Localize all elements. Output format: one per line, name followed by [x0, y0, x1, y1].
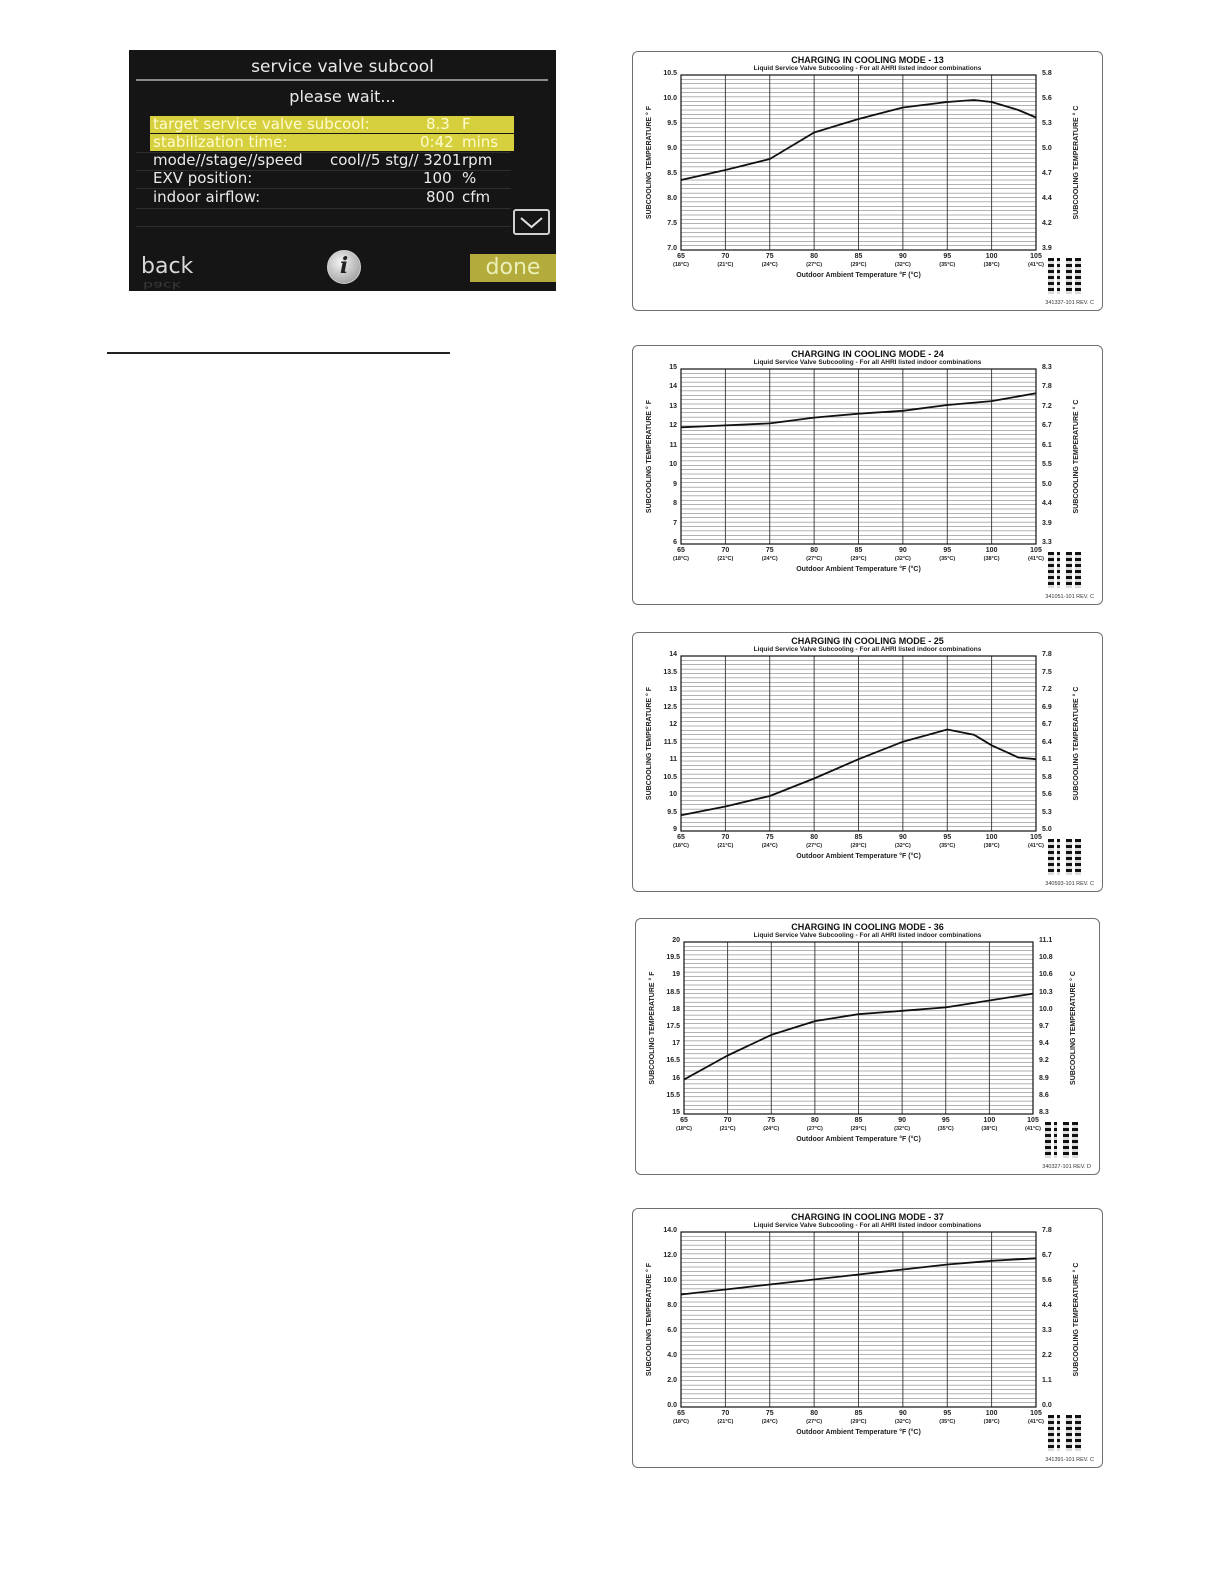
y-tick-label: 14.0 [663, 1227, 677, 1234]
chart-reference-number: 340327-101 REV. D [1042, 1164, 1091, 1170]
y-right-tick-label: 3.3 [1042, 1327, 1052, 1334]
y-tick-label: 19.5 [666, 954, 680, 962]
y-tick-label: 9.5 [667, 120, 677, 127]
chart-subtitle: Liquid Service Valve Subcooling - For all AHRI listed indoor combinations [753, 932, 982, 939]
y-right-tick-label: 8.9 [1039, 1074, 1049, 1082]
x-tick-celsius-label: (24°C) [763, 1126, 780, 1132]
row-divider [136, 226, 511, 227]
y-tick-label: 9 [673, 826, 677, 833]
y-right-tick-label: 8.3 [1039, 1109, 1049, 1116]
y-tick-label: 13.5 [663, 668, 677, 676]
y-right-tick-label: 5.8 [1042, 773, 1052, 781]
y-axis-label: SUBCOOLING TEMPERATURE ° F [646, 1262, 653, 1377]
x-tick-celsius-label: (35°C) [937, 1126, 954, 1132]
y-right-axis-label: SUBCOOLING TEMPERATURE ° C [1073, 1262, 1080, 1377]
x-tick-celsius-label: (24°C) [761, 556, 778, 562]
y-tick-label: 17 [672, 1040, 680, 1048]
y-tick-label: 0.0 [667, 1402, 677, 1409]
y-tick-label: 4.0 [667, 1352, 677, 1359]
y-tick-label: 10.0 [663, 1277, 677, 1284]
x-tick-celsius-label: (32°C) [894, 1419, 911, 1425]
y-tick-label: 10 [669, 791, 677, 798]
target-subcool-row [150, 116, 514, 133]
y-right-tick-label: 5.5 [1042, 461, 1052, 469]
x-tick-label: 75 [765, 834, 774, 841]
x-tick-label: 85 [854, 834, 863, 841]
y-right-tick-label: 6.1 [1042, 756, 1052, 763]
exv-position-row [150, 170, 514, 187]
y-tick-label: 10 [669, 461, 677, 469]
scroll-down-button[interactable] [513, 209, 550, 235]
y-right-tick-label: 5.0 [1042, 145, 1052, 152]
x-tick-label: 100 [983, 1117, 996, 1124]
y-tick-label: 8.0 [667, 195, 677, 202]
chart-subtitle: Liquid Service Valve Subcooling - For all AHRI listed indoor combinations [753, 646, 982, 653]
y-right-tick-label: 11.1 [1039, 937, 1053, 944]
x-tick-label: 95 [943, 834, 952, 841]
x-axis-label: Outdoor Ambient Temperature °F (°C) [796, 853, 921, 860]
x-tick-label: 65 [677, 547, 685, 554]
y-right-tick-label: 6.1 [1042, 441, 1052, 449]
x-tick-celsius-label: (21°C) [717, 262, 734, 268]
x-tick-celsius-label: (18°C) [673, 843, 689, 849]
row-divider [136, 208, 511, 209]
row-label: stabilization time: [153, 133, 288, 151]
x-tick-label: 100 [985, 253, 998, 260]
y-tick-label: 9.5 [667, 808, 677, 816]
y-axis-label: SUBCOOLING TEMPERATURE ° F [646, 399, 653, 514]
x-tick-celsius-label: (41°C) [1028, 262, 1044, 268]
x-tick-label: 65 [677, 1410, 685, 1417]
x-tick-label: 70 [721, 253, 730, 260]
y-right-tick-label: 5.8 [1042, 70, 1052, 77]
x-tick-label: 75 [765, 1410, 774, 1417]
chart-title: CHARGING IN COOLING MODE - 24 [791, 349, 944, 359]
screen-title: service valve subcool [251, 57, 434, 77]
x-tick-celsius-label: (27°C) [806, 262, 823, 268]
y-right-tick-label: 4.4 [1042, 1302, 1052, 1309]
stabilization-time-row [150, 134, 514, 151]
x-tick-celsius-label: (32°C) [894, 1126, 911, 1132]
y-tick-label: 18.5 [666, 988, 680, 996]
x-tick-celsius-label: (18°C) [673, 556, 689, 562]
qr-code-icon [1045, 1122, 1081, 1158]
x-tick-label: 100 [985, 834, 998, 841]
row-unit: % [462, 169, 477, 187]
y-right-tick-label: 5.0 [1042, 826, 1052, 833]
y-tick-label: 15.5 [666, 1091, 680, 1099]
row-unit: F [462, 115, 471, 133]
x-tick-celsius-label: (21°C) [717, 556, 734, 562]
x-tick-label: 80 [810, 834, 819, 841]
y-tick-label: 19 [672, 971, 680, 979]
y-axis-label: SUBCOOLING TEMPERATURE ° F [649, 971, 656, 1085]
x-tick-label: 85 [854, 1117, 863, 1124]
thermostat-screen [129, 50, 556, 291]
chart-mode-13 [632, 51, 1103, 311]
chart-mode-36 [635, 918, 1100, 1175]
y-tick-label: 8.5 [667, 170, 677, 177]
x-tick-label: 70 [723, 1117, 732, 1124]
y-right-tick-label: 5.6 [1042, 791, 1052, 798]
row-unit: cfm [462, 188, 491, 206]
y-right-tick-label: 6.7 [1042, 1252, 1052, 1259]
y-right-axis-label: SUBCOOLING TEMPERATURE ° C [1073, 399, 1080, 514]
x-tick-label: 65 [677, 834, 685, 841]
x-tick-label: 95 [941, 1117, 950, 1124]
x-tick-celsius-label: (38°C) [983, 556, 1000, 562]
y-tick-label: 11 [669, 756, 677, 763]
x-tick-celsius-label: (38°C) [981, 1126, 998, 1132]
x-tick-celsius-label: (27°C) [806, 1126, 823, 1132]
row-unit: mins [462, 133, 499, 151]
x-tick-label: 90 [898, 1117, 907, 1124]
y-tick-label: 10.0 [663, 95, 677, 102]
x-tick-celsius-label: (41°C) [1028, 556, 1044, 562]
x-tick-celsius-label: (35°C) [939, 262, 956, 268]
x-tick-celsius-label: (27°C) [806, 1419, 823, 1425]
x-tick-celsius-label: (21°C) [717, 843, 734, 849]
y-right-axis-label: SUBCOOLING TEMPERATURE ° C [1073, 105, 1080, 220]
x-tick-label: 105 [1027, 1117, 1039, 1124]
chart-reference-number: 341051-101 REV. C [1045, 594, 1094, 600]
y-right-tick-label: 8.3 [1042, 364, 1052, 371]
y-right-tick-label: 7.8 [1042, 1227, 1052, 1234]
x-tick-celsius-label: (21°C) [719, 1126, 736, 1132]
y-right-tick-label: 7.2 [1042, 402, 1052, 410]
y-right-axis-label: SUBCOOLING TEMPERATURE ° C [1073, 686, 1080, 801]
back-button[interactable]: back [141, 254, 194, 279]
section-divider [107, 352, 450, 354]
y-tick-label: 12.5 [663, 703, 677, 711]
x-tick-celsius-label: (38°C) [983, 1419, 1000, 1425]
x-tick-celsius-label: (32°C) [894, 556, 911, 562]
x-tick-label: 75 [767, 1117, 776, 1124]
y-tick-label: 6.0 [667, 1327, 677, 1334]
x-tick-label: 65 [680, 1117, 688, 1124]
x-tick-label: 75 [765, 547, 774, 554]
y-tick-label: 8.0 [667, 1302, 677, 1309]
x-tick-celsius-label: (35°C) [939, 1419, 956, 1425]
x-axis-label: Outdoor Ambient Temperature °F (°C) [796, 272, 921, 279]
y-right-tick-label: 10.3 [1039, 988, 1053, 996]
qr-code-icon [1048, 258, 1084, 294]
y-right-tick-label: 7.2 [1042, 686, 1052, 693]
y-right-tick-label: 5.6 [1042, 1277, 1052, 1284]
y-right-tick-label: 10.0 [1039, 1005, 1053, 1013]
y-right-tick-label: 4.2 [1042, 220, 1052, 227]
y-right-tick-label: 6.7 [1042, 422, 1052, 430]
x-tick-celsius-label: (21°C) [717, 1419, 734, 1425]
x-tick-celsius-label: (29°C) [850, 262, 867, 268]
x-tick-label: 90 [898, 253, 907, 260]
x-tick-celsius-label: (18°C) [676, 1126, 692, 1132]
x-tick-label: 100 [985, 547, 998, 554]
y-right-tick-label: 7.8 [1042, 651, 1052, 658]
x-tick-celsius-label: (18°C) [673, 1419, 689, 1425]
x-tick-label: 105 [1030, 834, 1042, 841]
x-tick-label: 95 [943, 253, 952, 260]
y-tick-label: 14 [669, 651, 677, 658]
y-axis-label: SUBCOOLING TEMPERATURE ° F [646, 686, 653, 801]
y-tick-label: 15 [672, 1109, 680, 1116]
chart-title: CHARGING IN COOLING MODE - 25 [791, 636, 944, 646]
x-tick-celsius-label: (38°C) [983, 843, 1000, 849]
qr-code-icon [1048, 839, 1084, 875]
y-tick-label: 12.0 [663, 1252, 677, 1259]
indoor-airflow-row [150, 189, 514, 206]
x-tick-celsius-label: (24°C) [761, 262, 778, 268]
x-tick-celsius-label: (32°C) [894, 262, 911, 268]
y-right-tick-label: 5.3 [1042, 120, 1052, 127]
y-right-tick-label: 6.4 [1042, 738, 1052, 746]
y-right-tick-label: 0.0 [1042, 1402, 1052, 1409]
chart-title: CHARGING IN COOLING MODE - 37 [791, 1212, 944, 1222]
y-right-tick-label: 7.5 [1042, 668, 1052, 676]
info-button[interactable] [327, 250, 361, 284]
chart-reference-number: 340593-101 REV. C [1045, 881, 1094, 887]
chart-mode-37 [632, 1208, 1103, 1468]
row-value: 8.3 [426, 115, 450, 133]
chevron-down-icon [515, 211, 548, 233]
y-right-tick-label: 3.9 [1042, 245, 1052, 252]
row-value: 800 [426, 188, 455, 206]
mode-stage-speed-row [150, 152, 514, 169]
x-axis-label: Outdoor Ambient Temperature °F (°C) [796, 1429, 921, 1436]
y-tick-label: 15 [669, 364, 677, 371]
y-right-tick-label: 4.4 [1042, 195, 1052, 202]
back-button-reflection: back [143, 279, 182, 292]
y-right-tick-label: 4.7 [1042, 170, 1052, 177]
x-tick-celsius-label: (41°C) [1028, 1419, 1044, 1425]
x-tick-celsius-label: (29°C) [850, 1419, 867, 1425]
x-tick-label: 80 [810, 253, 819, 260]
y-tick-label: 16.5 [666, 1057, 680, 1065]
row-label: indoor airflow: [153, 188, 261, 206]
x-tick-label: 90 [898, 547, 907, 554]
y-tick-label: 10.5 [663, 773, 677, 781]
x-tick-celsius-label: (18°C) [673, 262, 689, 268]
x-tick-celsius-label: (32°C) [894, 843, 911, 849]
y-tick-label: 7.5 [667, 220, 677, 227]
y-tick-label: 11.5 [663, 738, 677, 746]
x-tick-celsius-label: (38°C) [983, 262, 1000, 268]
x-tick-celsius-label: (35°C) [939, 843, 956, 849]
info-icon: i [339, 253, 349, 279]
y-right-tick-label: 5.0 [1042, 480, 1052, 488]
x-tick-label: 80 [810, 1117, 819, 1124]
x-tick-label: 85 [854, 547, 863, 554]
x-tick-label: 105 [1030, 1410, 1042, 1417]
x-tick-label: 90 [898, 1410, 907, 1417]
y-right-tick-label: 2.2 [1042, 1352, 1052, 1359]
row-value: cool//5 stg// 3201 [330, 151, 462, 169]
row-label: target service valve subcool: [153, 115, 370, 133]
chart-subtitle: Liquid Service Valve Subcooling - For all AHRI listed indoor combinations [753, 65, 982, 72]
chart-mode-25 [632, 632, 1103, 892]
y-right-tick-label: 6.7 [1042, 721, 1052, 728]
x-tick-label: 70 [721, 547, 730, 554]
row-label: mode//stage//speed [153, 151, 303, 169]
y-tick-label: 7 [673, 519, 677, 527]
y-tick-label: 16 [672, 1074, 680, 1082]
chart-subtitle: Liquid Service Valve Subcooling - For all AHRI listed indoor combinations [753, 1222, 982, 1229]
y-tick-label: 20 [672, 937, 680, 944]
y-tick-label: 7.0 [667, 245, 677, 252]
y-right-tick-label: 9.7 [1039, 1023, 1049, 1030]
chart-mode-24 [632, 345, 1103, 605]
y-right-tick-label: 5.6 [1042, 95, 1052, 102]
y-tick-label: 9 [673, 480, 677, 488]
y-right-tick-label: 3.3 [1042, 539, 1052, 546]
x-tick-celsius-label: (24°C) [761, 843, 778, 849]
y-right-tick-label: 3.9 [1042, 519, 1052, 527]
x-tick-label: 95 [943, 1410, 952, 1417]
done-button[interactable]: done [470, 254, 556, 282]
x-axis-label: Outdoor Ambient Temperature °F (°C) [796, 566, 921, 573]
qr-code-icon [1048, 1415, 1084, 1451]
y-right-tick-label: 8.6 [1039, 1091, 1049, 1099]
y-tick-label: 13 [669, 686, 677, 693]
x-tick-label: 70 [721, 1410, 730, 1417]
y-tick-label: 17.5 [666, 1023, 680, 1030]
title-divider [136, 79, 548, 81]
x-tick-label: 75 [765, 253, 774, 260]
y-right-tick-label: 10.8 [1039, 954, 1053, 962]
x-tick-label: 105 [1030, 253, 1042, 260]
y-right-tick-label: 6.9 [1042, 703, 1052, 711]
row-unit: rpm [462, 151, 493, 169]
row-value: 0:42 [420, 133, 454, 151]
y-tick-label: 6 [673, 539, 677, 546]
y-tick-label: 18 [672, 1005, 680, 1013]
y-tick-label: 14 [669, 383, 677, 391]
y-tick-label: 9.0 [667, 145, 677, 152]
x-tick-label: 100 [985, 1410, 998, 1417]
y-tick-label: 8 [673, 500, 677, 508]
y-tick-label: 2.0 [667, 1377, 677, 1384]
y-tick-label: 12 [669, 721, 677, 728]
x-tick-label: 85 [854, 253, 863, 260]
chart-reference-number: 341391-101 REV. C [1045, 1457, 1094, 1463]
x-tick-celsius-label: (41°C) [1025, 1126, 1041, 1132]
qr-code-icon [1048, 552, 1084, 588]
y-right-tick-label: 9.2 [1039, 1057, 1049, 1065]
y-right-tick-label: 4.4 [1042, 500, 1052, 508]
y-right-tick-label: 7.8 [1042, 383, 1052, 391]
x-tick-label: 90 [898, 834, 907, 841]
y-right-tick-label: 1.1 [1042, 1377, 1052, 1384]
x-tick-label: 65 [677, 253, 685, 260]
y-tick-label: 13 [669, 402, 677, 410]
x-tick-celsius-label: (27°C) [806, 843, 823, 849]
y-right-tick-label: 5.3 [1042, 808, 1052, 816]
x-tick-label: 80 [810, 547, 819, 554]
chart-title: CHARGING IN COOLING MODE - 13 [791, 55, 944, 65]
chart-title: CHARGING IN COOLING MODE - 36 [791, 922, 944, 932]
x-tick-label: 85 [854, 1410, 863, 1417]
x-tick-label: 80 [810, 1410, 819, 1417]
x-axis-label: Outdoor Ambient Temperature °F (°C) [796, 1136, 921, 1143]
x-tick-celsius-label: (35°C) [939, 556, 956, 562]
x-tick-label: 70 [721, 834, 730, 841]
x-tick-celsius-label: (24°C) [761, 1419, 778, 1425]
row-label: EXV position: [153, 169, 253, 187]
y-tick-label: 11 [669, 441, 677, 449]
y-right-tick-label: 10.6 [1039, 971, 1053, 979]
y-axis-label: SUBCOOLING TEMPERATURE ° F [646, 105, 653, 220]
x-tick-celsius-label: (29°C) [850, 556, 867, 562]
y-right-axis-label: SUBCOOLING TEMPERATURE ° C [1070, 971, 1077, 1085]
x-tick-celsius-label: (29°C) [850, 843, 867, 849]
row-value: 100 [423, 169, 452, 187]
chart-subtitle: Liquid Service Valve Subcooling - For all AHRI listed indoor combinations [753, 359, 982, 366]
y-tick-label: 12 [669, 422, 677, 430]
x-tick-celsius-label: (41°C) [1028, 843, 1044, 849]
x-tick-label: 105 [1030, 547, 1042, 554]
x-tick-celsius-label: (27°C) [806, 556, 823, 562]
y-right-tick-label: 9.4 [1039, 1040, 1049, 1048]
y-tick-label: 10.5 [663, 70, 677, 77]
status-text: please wait... [289, 87, 396, 106]
chart-reference-number: 341337-101 REV. C [1045, 300, 1094, 306]
x-tick-celsius-label: (29°C) [850, 1126, 867, 1132]
x-tick-label: 95 [943, 547, 952, 554]
